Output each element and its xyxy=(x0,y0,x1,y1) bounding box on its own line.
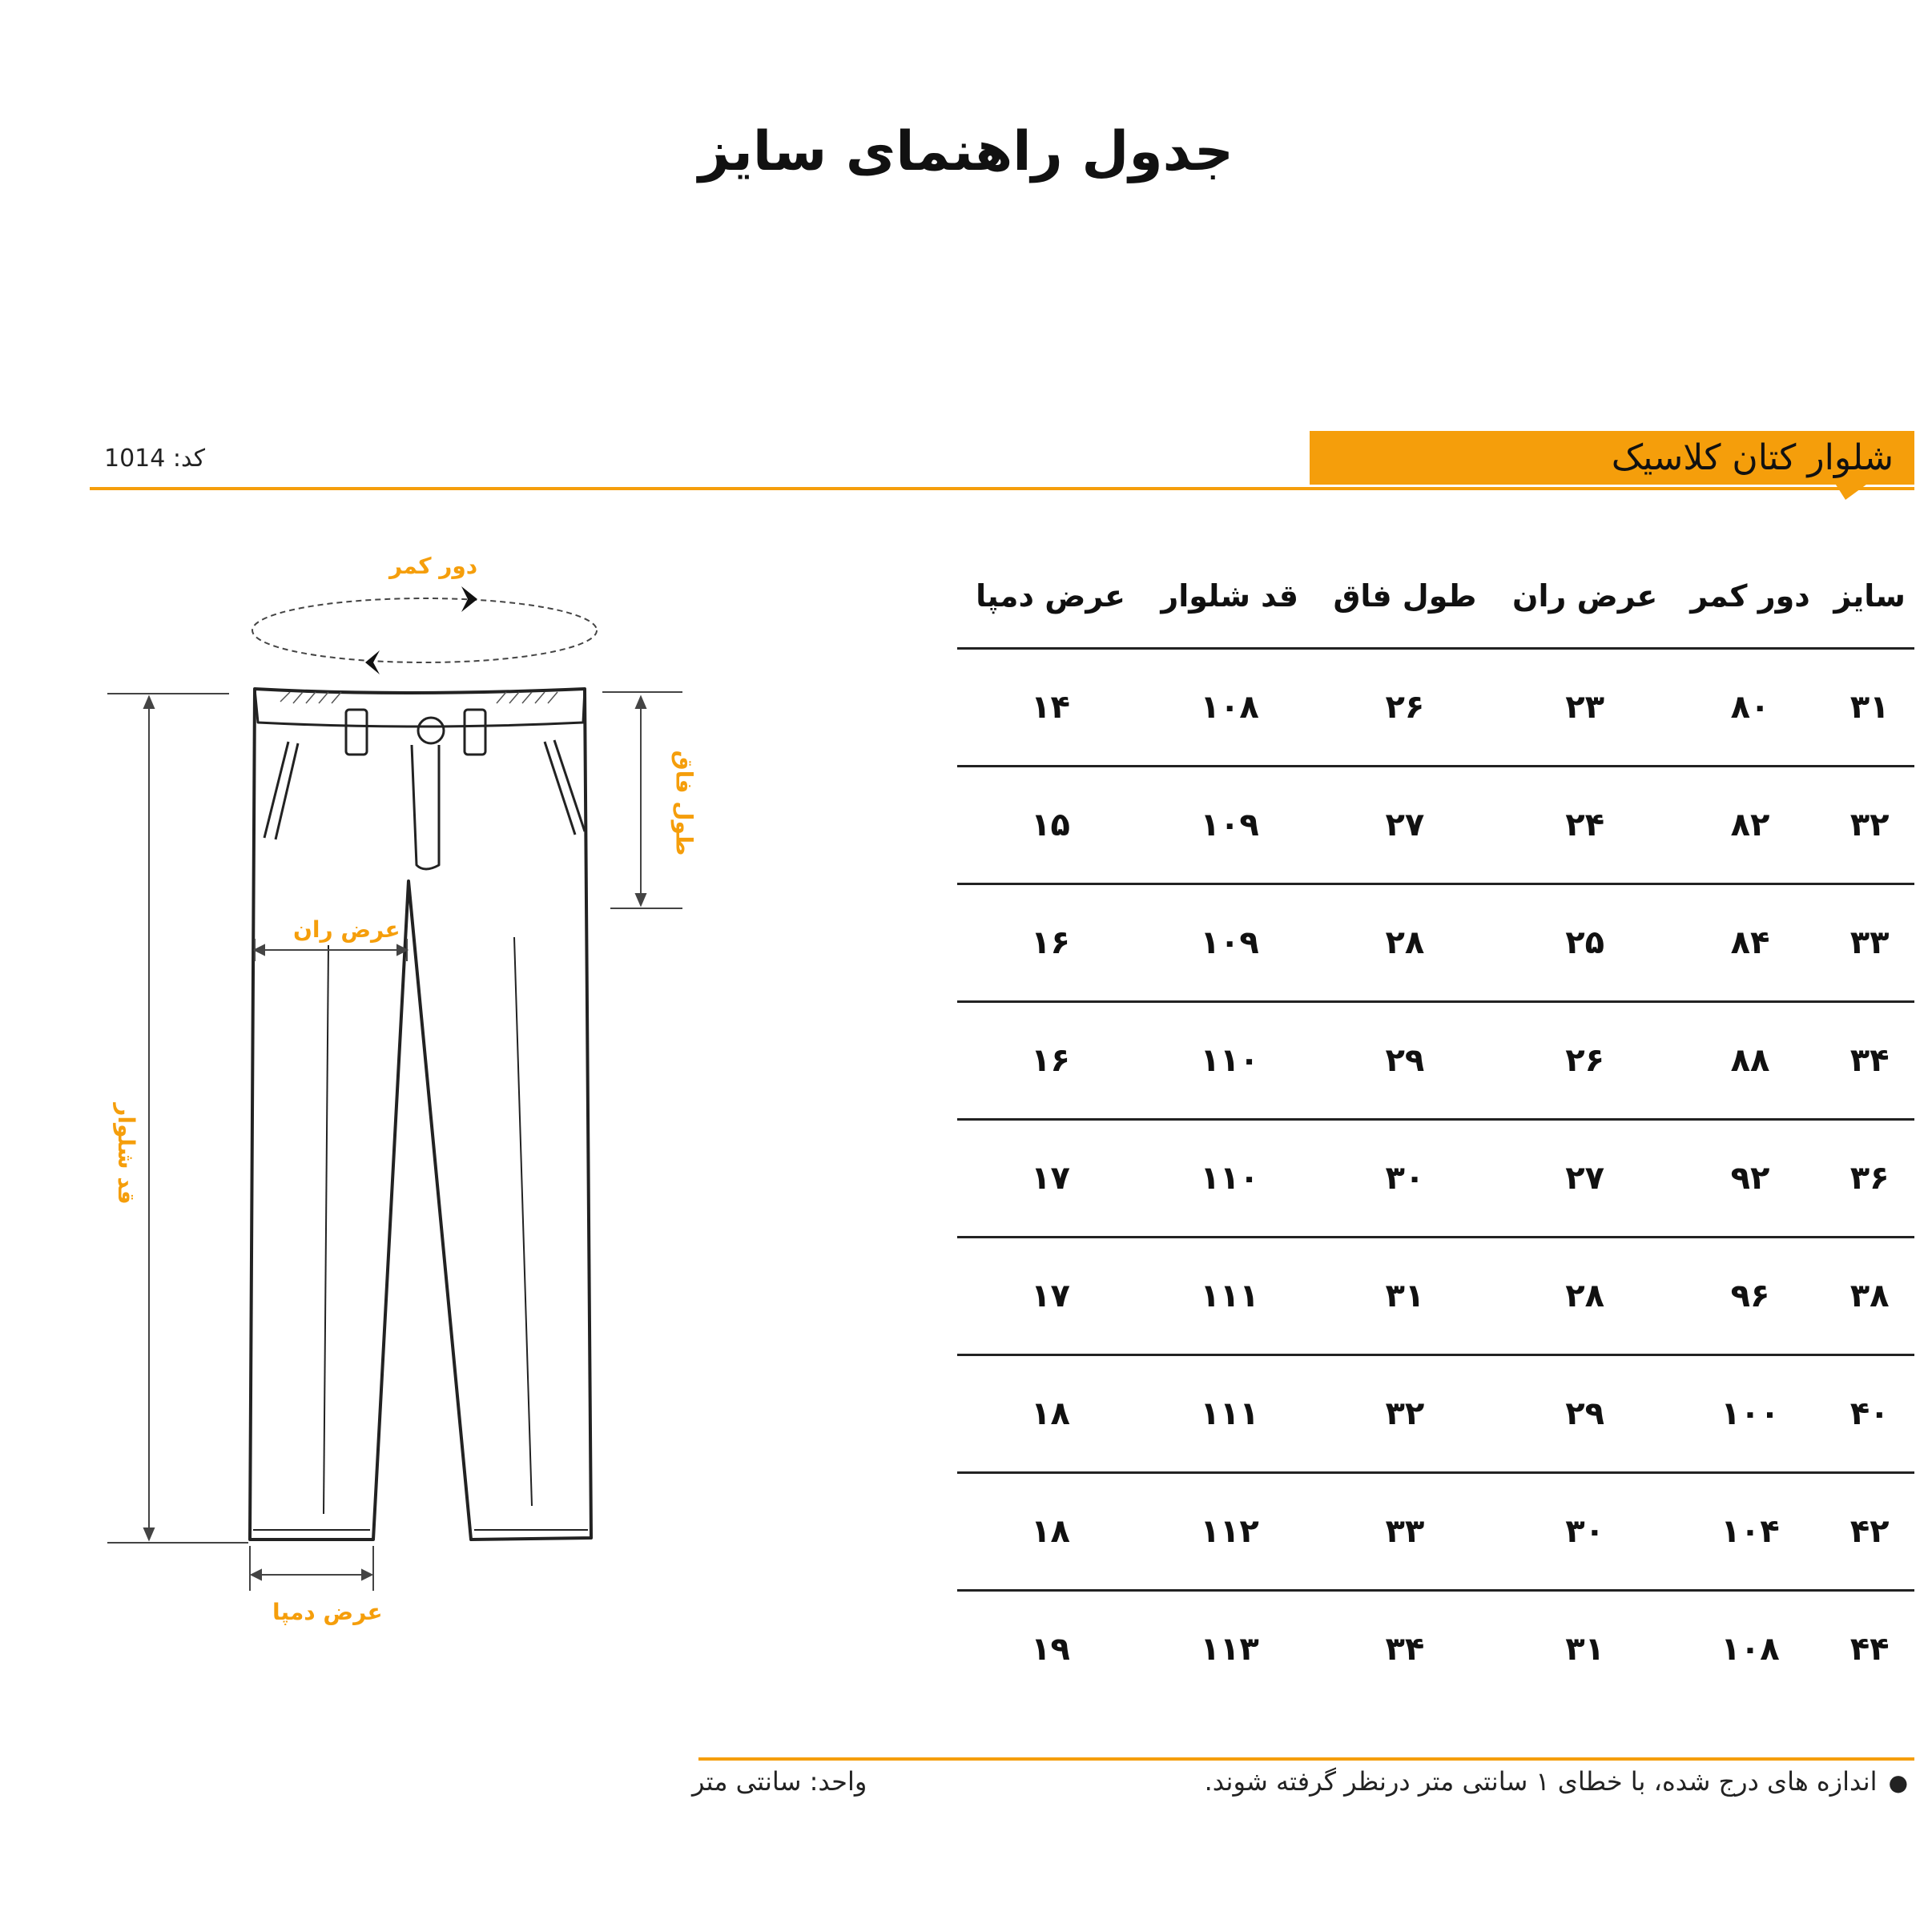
table-cell: ۸۰ xyxy=(1676,649,1825,767)
col-header-hem: عرض دمپا xyxy=(957,545,1144,649)
table-cell: ۲۷ xyxy=(1315,767,1494,884)
col-header-length: قد شلوار xyxy=(1144,545,1315,649)
table-cell: ۱۰۹ xyxy=(1144,767,1315,884)
table-cell: ۱۰۸ xyxy=(1144,649,1315,767)
table-cell: ۲۹ xyxy=(1495,1355,1676,1473)
col-header-waist: دور کمر xyxy=(1676,545,1825,649)
length-label: قد شلوار xyxy=(112,1103,139,1205)
product-code: کد: 1014 xyxy=(104,445,206,473)
table-cell: ۴۲ xyxy=(1825,1473,1914,1591)
waist-arrow-head xyxy=(365,650,380,674)
table-cell: ۳۳ xyxy=(1825,884,1914,1002)
table-cell: ۲۸ xyxy=(1495,1238,1676,1355)
table-cell: ۱۴ xyxy=(957,649,1144,767)
table-cell: ۳۱ xyxy=(1315,1238,1494,1355)
table-cell: ۱۰۸ xyxy=(1721,1631,1780,1668)
table-cell: ۲۳ xyxy=(1495,649,1676,767)
table-cell: ۸۸ xyxy=(1676,1002,1825,1120)
table-cell: ۱۱۲ xyxy=(1144,1473,1315,1591)
tolerance-note xyxy=(1205,1766,1908,1797)
table-cell: ۱۷ xyxy=(957,1120,1144,1238)
table-cell: ۱۶ xyxy=(957,1002,1144,1120)
footer-divider xyxy=(698,1757,1914,1761)
table-cell: ۱۰۰ xyxy=(1676,1355,1825,1473)
table-cell: ۲۴ xyxy=(1495,767,1676,884)
table-cell: ۲۵ xyxy=(1495,884,1676,1002)
table-cell: ۲۹ xyxy=(1315,1002,1494,1120)
table-cell: ۱۰۹ xyxy=(1144,884,1315,1002)
table-cell: ۱۰۴ xyxy=(1676,1473,1825,1591)
table-cell: ۳۳ xyxy=(1315,1473,1494,1591)
table-cell: ۸۲ xyxy=(1676,767,1825,884)
bullet-icon: ● xyxy=(1888,1769,1908,1796)
table-cell: ۳۱ xyxy=(1825,649,1914,767)
table-cell: ۹۲ xyxy=(1676,1120,1825,1238)
table-cell: ۳۸ xyxy=(1825,1238,1914,1355)
unit-label: واحد: سانتی متر xyxy=(692,1766,867,1797)
product-name: شلوار کتان کلاسیک xyxy=(1611,437,1894,478)
table-cell: ۱۱۳ xyxy=(1200,1631,1259,1668)
page-title: جدول راهنمای سایز xyxy=(698,120,1234,183)
hem-dimension xyxy=(250,1546,373,1591)
table-cell: ۱۶ xyxy=(957,884,1144,1002)
table-cell: ۱۱۰ xyxy=(1144,1120,1315,1238)
thigh-label: عرض ران xyxy=(293,916,400,943)
table-cell: ۳۱ xyxy=(1565,1631,1605,1668)
table-cell: ۳۶ xyxy=(1825,1120,1914,1238)
table-cell: ۴۰ xyxy=(1825,1355,1914,1473)
col-header-size: سایز xyxy=(1825,545,1914,649)
table-cell: ۱۸ xyxy=(957,1473,1144,1591)
table-cell: ۳۴ xyxy=(1385,1631,1425,1668)
col-header-rise: طول فاق xyxy=(1315,545,1494,649)
table-cell: ۲۷ xyxy=(1495,1120,1676,1238)
table-cell: ۱۹ xyxy=(1031,1631,1070,1668)
table-cell: ۲۸ xyxy=(1315,884,1494,1002)
table-cell: ۸۴ xyxy=(1676,884,1825,1002)
table-cell: ۳۴ xyxy=(1825,1002,1914,1120)
table-cell: ۱۵ xyxy=(957,767,1144,884)
button-icon xyxy=(418,718,444,743)
hem-label: عرض دمپا xyxy=(272,1599,383,1625)
table-cell: ۲۶ xyxy=(1315,649,1494,767)
col-header-thigh: عرض ران xyxy=(1495,545,1676,649)
table-cell: ۱۱۰ xyxy=(1144,1002,1315,1120)
waist-label: دور کمر xyxy=(389,553,478,579)
table-cell: ۳۰ xyxy=(1495,1473,1676,1591)
rise-label: طول فاق xyxy=(670,750,698,856)
tolerance-note-text: اندازه های درج شده، با خطای ۱ سانتی متر درنظر گرفته شوند. xyxy=(1204,1766,1878,1797)
table-cell: ۱۷ xyxy=(957,1238,1144,1355)
table-cell: ۴۴ xyxy=(1849,1631,1890,1668)
table-cell: ۲۶ xyxy=(1495,1002,1676,1120)
pants-outline xyxy=(250,689,591,1540)
table-cell: ۱۸ xyxy=(957,1355,1144,1473)
table-cell: ۳۰ xyxy=(1315,1120,1494,1238)
table-cell: ۱۱۱ xyxy=(1144,1238,1315,1355)
waist-measure-ellipse xyxy=(252,598,597,662)
table-cell: ۱۱۱ xyxy=(1144,1355,1315,1473)
table-cell: ۹۶ xyxy=(1676,1238,1825,1355)
table-cell: ۳۲ xyxy=(1825,767,1914,884)
table-cell: ۳۲ xyxy=(1315,1355,1494,1473)
